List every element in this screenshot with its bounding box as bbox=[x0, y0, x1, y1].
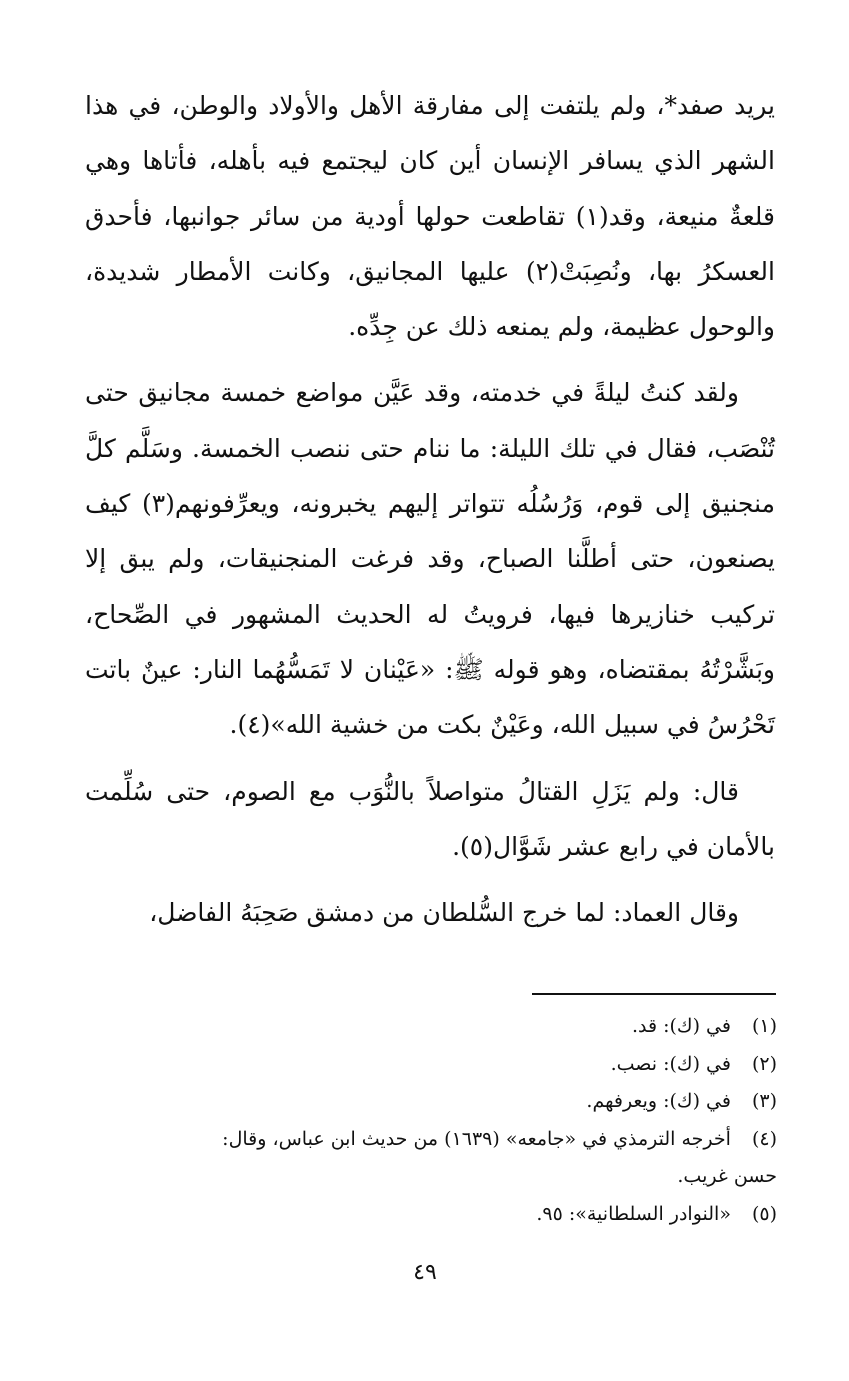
paragraph: قال: ولم يَزَلِ القتالُ متواصلاً بالنُّوَب مع الصوم، حتى سُلِّمت بالأمان في رابع عشر شَوَّال(٥). bbox=[85, 776, 775, 861]
footnote bbox=[75, 1121, 777, 1159]
footnote-number: (٢) bbox=[751, 1052, 777, 1075]
main-text bbox=[85, 78, 775, 940]
footnote-number: (٤) bbox=[751, 1127, 777, 1150]
footnote bbox=[75, 1196, 777, 1234]
paragraph: ولقد كنتُ ليلةً في خدمته، وقد عَيَّن مواضع خمسة مجانيق حتى تُنْصَب، فقال في تلك الليلة: ما ننام حتى ننصب الخمسة. وسَلَّم كلَّ منجنيق إلى قوم، وَرُسُلُه تتواتر إليهم يخبرونه، ويعرِّفونهم(٣) كيف يصنعون، حتى أطلَّنا الصباح، وقد فرغت المنجنيقات، ولم يبق إلا تركيب خنازيرها فيها، فرويتُ له الحديث المشهور في الصِّحاح، وبَشَّرْتُهُ بمقتضاه، وهو قوله ﷺ: «عَيْنان لا تَمَسُّهُما النار: عينٌ باتت تَحْرُسُ في سبيل الله، وعَيْنٌ بكت من خشية الله»(٤). bbox=[85, 378, 775, 740]
footnote bbox=[75, 1083, 777, 1121]
paragraph: يريد صفد*، ولم يلتفت إلى مفارقة الأهل والأولاد والوطن، في هذا الشهر الذي يسافر الإنسان أين كان ليجتمع فيه بأهله، فأتاها وهي قلعةٌ منيعة، وقد(١) تقاطعت حولها أودية من سائر جوانبها، فأحدق العسكرُ بها، ونُصِبَتْ(٢) عليها المجانيق، وكانت الأمطار شديدة، والوحول عظيمة، ولم يمنعه ذلك عن جِدِّه. bbox=[85, 91, 775, 342]
footnote-separator bbox=[532, 993, 776, 995]
footnote-text: أخرجه الترمذي في «جامعه» (١٦٣٩) من حديث ابن عباس، وقال: bbox=[222, 1127, 731, 1150]
footnote-text: في (ك): ويعرفهم. bbox=[586, 1090, 731, 1112]
paragraph: وقال العماد: لما خرج السُّلطان من دمشق صَحِبَهُ الفاضل، bbox=[149, 898, 739, 928]
footnote-number: (١) bbox=[751, 1015, 777, 1037]
page-number: ٤٩ bbox=[413, 1260, 437, 1285]
footnote-text: في (ك): نصب. bbox=[610, 1052, 731, 1075]
footnote-continuation: حسن غريب. bbox=[677, 1165, 777, 1187]
footnote-number: (٥) bbox=[751, 1202, 777, 1225]
footnotes bbox=[75, 1008, 777, 1233]
footnote bbox=[75, 1046, 777, 1084]
footnote-text: في (ك): قد. bbox=[631, 1015, 731, 1037]
footnote-number: (٣) bbox=[751, 1090, 777, 1112]
footnote-text: «النوادر السلطانية»: ٩٥. bbox=[536, 1202, 731, 1225]
footnote bbox=[75, 1008, 777, 1046]
